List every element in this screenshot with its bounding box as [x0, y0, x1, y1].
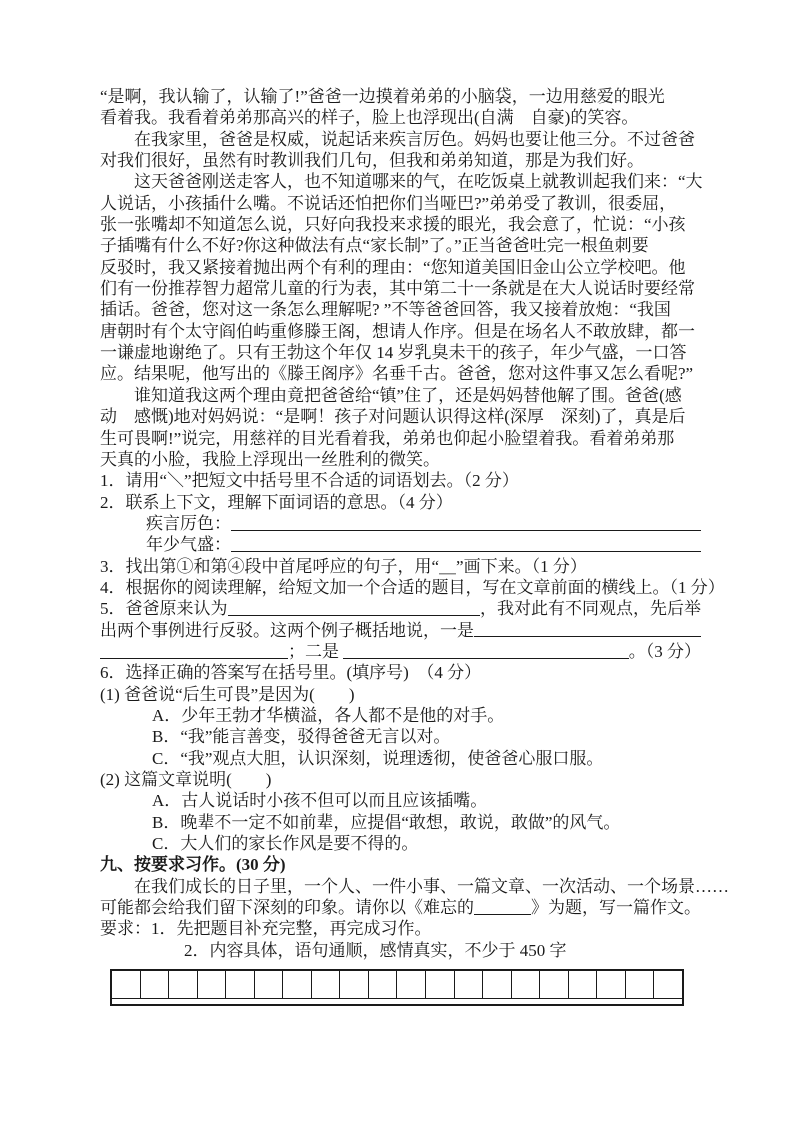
- essay-section-heading: [100, 854, 701, 875]
- text-segment: B．“我”能言善变，驳得爸爸无言以对。: [152, 727, 451, 747]
- text-segment: 5．爸爸原来认为: [100, 599, 228, 619]
- text-segment: ，我对此有不同观点，先后举: [480, 599, 701, 619]
- story-line: [100, 86, 701, 107]
- text-segment: 反驳时，我又紧接着抛出两个有利的理由：“您知道美国旧金山公立学校吧。他: [100, 257, 686, 277]
- grid-cell: [540, 971, 569, 998]
- text-segment: 可能都会给我们留下深刻的印象。请你以《难忘的: [100, 898, 474, 918]
- text-segment: 看着我。我看着弟弟那高兴的样子，脸上也浮现出(自满 自豪)的笑容。: [100, 108, 639, 128]
- grid-interline-strip: [110, 999, 684, 1006]
- question-5-line-2: [100, 620, 701, 641]
- grid-cell: [597, 971, 626, 998]
- grid-cell: [283, 971, 312, 998]
- text-segment: 应。结果呢，他写出的《滕王阁序》名垂千古。爸爸，您对这件事又怎么看呢?”: [100, 364, 694, 384]
- text-segment: 插话。爸爸，您对这一条怎么理解呢? ”不等爸爸回答，我又接着放炮：“我国: [100, 300, 671, 320]
- answer-blank-underline: [231, 534, 701, 552]
- grid-cell: [626, 971, 655, 998]
- choice-c-line: [100, 833, 701, 854]
- text-segment: 子插嘴有什么不好?你这种做法有点“家长制”了。”正当爸爸吐完一根鱼刺要: [100, 236, 649, 256]
- grid-cell: [226, 971, 255, 998]
- question-3: [100, 556, 701, 577]
- grid-cell: [369, 971, 398, 998]
- text-segment: 唐朝时有个太守阎伯屿重修滕王阁，想请人作序。但是在场名人不敢放肆，都一: [100, 321, 695, 341]
- essay-prompt-line: [100, 876, 729, 897]
- story-line: [100, 235, 701, 256]
- choice-a-line: [100, 790, 701, 811]
- text-segment: 。（3 分）: [628, 641, 701, 661]
- grid-cell: [312, 971, 341, 998]
- text-segment: 要求：1．先把题目补充完整，再完成习作。: [100, 919, 432, 939]
- text-segment: 天真的小脸，我脸上浮现出一丝胜利的微笑。: [100, 449, 440, 469]
- text-segment: 2．内容具体，语句通顺，感情真实，不少于 450 字: [184, 940, 567, 960]
- choice-b-line: [100, 812, 701, 833]
- text-segment: 4．根据你的阅读理解，给短文加一个合适的题目，写在文章前面的横线上。（1 分）: [100, 577, 725, 597]
- choice-b-line: [100, 726, 701, 747]
- question-1: [100, 470, 701, 491]
- question-2-blank-jiyanlise: [100, 513, 701, 534]
- story-line: [100, 385, 701, 406]
- question-4: [100, 577, 725, 598]
- grid-cell: [112, 971, 141, 998]
- answer-blank-underline: [474, 620, 701, 638]
- story-line: [100, 193, 701, 214]
- grid-cell: [483, 971, 512, 998]
- text-segment: A．少年王勃才华横溢，各人都不是他的对手。: [152, 705, 505, 725]
- answer-blank-underline: [343, 641, 629, 659]
- composition-writing-grid: [110, 969, 684, 1006]
- text-segment: 对我们很好，虽然有时教训我们几句，但我和弟弟知道，那是为我们好。: [100, 151, 644, 171]
- grid-cell: [255, 971, 284, 998]
- question-6-part-1: [100, 684, 701, 705]
- text-segment: “是啊，我认输了，认输了!”爸爸一边摸着弟弟的小脑袋，一边用慈爱的眼光: [100, 87, 665, 106]
- text-segment: 2．联系上下文，理解下面词语的意思。（4 分）: [100, 492, 453, 512]
- text-segment: (2) 这篇文章说明( ): [100, 770, 272, 789]
- text-segment: 生可畏啊!”说完，用慈祥的目光看着我，弟弟也仰起小脸望着我。看着弟弟那: [100, 428, 675, 448]
- grid-row: [110, 969, 684, 999]
- text-segment: B．晚辈不一定不如前辈，应提倡“敢想，敢说，敢做”的风气。: [152, 812, 621, 832]
- grid-cell: [569, 971, 598, 998]
- story-line: [100, 406, 701, 427]
- story-line: [100, 129, 701, 150]
- text-segment: 在我们成长的日子里，一个人、一件小事、一篇文章、一次活动、一个场景……: [134, 876, 729, 896]
- text-segment: 九、按要求习作。(30 分): [100, 855, 286, 875]
- text-segment: 这天爸爸刚送走客人，也不知道哪来的气，在吃饭桌上就教训起我们来：“大: [134, 172, 703, 192]
- answer-blank-underline: [100, 641, 288, 659]
- text-segment: (1) 爸爸说“后生可畏”是因为( ): [100, 684, 355, 704]
- question-2-blank-nianshaoqisheng: [100, 534, 701, 555]
- text-segment: 》为题，写一篇作文。: [531, 898, 701, 918]
- essay-prompt-line: [100, 897, 701, 918]
- grid-cell: [654, 971, 682, 998]
- text-segment: A．古人说话时小孩不但可以而且应该插嘴。: [152, 791, 488, 811]
- grid-cell: [512, 971, 541, 998]
- story-line: [100, 214, 701, 235]
- story-line: [100, 299, 701, 320]
- choice-c-line: [100, 748, 701, 769]
- grid-cell: [198, 971, 227, 998]
- text-segment: 谁知道我这两个理由竟把爸爸给“镇”住了，还是妈妈替他解了围。爸爸(感: [134, 385, 682, 405]
- answer-blank-underline: [228, 598, 481, 616]
- answer-blank-underline: [231, 513, 701, 531]
- question-6: [100, 662, 701, 683]
- text-segment: 3．找出第①和第④段中首尾呼应的句子，用“＿”画下来。（1 分）: [100, 556, 587, 576]
- story-line: [100, 257, 701, 278]
- story-line: [100, 278, 701, 299]
- grid-cell: [340, 971, 369, 998]
- story-line: [100, 107, 701, 128]
- text-segment: ；二是: [288, 641, 344, 661]
- story-line: [100, 150, 701, 171]
- text-segment: 动 感慨)地对妈妈说：“是啊！孩子对问题认识得这样(深厚 深刻)了，真是后: [100, 407, 686, 427]
- story-line: [100, 342, 701, 363]
- question-6-part-2: [100, 769, 701, 790]
- text-segment: 张一张嘴却不知道怎么说，只好向我投来求援的眼光，我会意了，忙说：“小孩: [100, 215, 686, 235]
- grid-cell: [141, 971, 170, 998]
- text-segment: 出两个事例进行反驳。这两个例子概括地说，一是: [100, 620, 474, 640]
- document-body: [100, 86, 729, 961]
- text-segment: C．大人们的家长作风是要不得的。: [152, 834, 419, 854]
- answer-blank-underline: [474, 897, 531, 915]
- grid-cell: [426, 971, 455, 998]
- text-segment: 人说话，小孩插什么嘴。不说话还怕把你们当哑巴?”弟弟受了教训，很委屈，: [100, 193, 677, 213]
- text-segment: 一谦虚地谢绝了。只有王勃这个年仅 14 岁乳臭未干的孩子，年少气盛，一口答: [100, 343, 687, 363]
- text-segment: 年少气盛：: [146, 535, 231, 555]
- text-segment: 1．请用“＼”把短文中括号里不合适的词语划去。（2 分）: [100, 471, 519, 491]
- text-segment: 们有一份推荐智力超常儿童的行为表，其中第二十一条就是在大人说话时要经常: [100, 279, 695, 299]
- story-line: [100, 449, 701, 470]
- question-5-line-1: [100, 598, 701, 619]
- text-segment: 在我家里，爸爸是权威，说起话来疾言厉色。妈妈也要让他三分。不过爸爸: [134, 129, 695, 149]
- grid-cell: [455, 971, 484, 998]
- story-line: [100, 321, 701, 342]
- choice-a-line: [100, 705, 701, 726]
- essay-requirement-1: [100, 918, 701, 939]
- grid-cell: [397, 971, 426, 998]
- story-line: [100, 363, 701, 384]
- story-line: [100, 171, 701, 192]
- grid-cell: [169, 971, 198, 998]
- essay-requirement-2: [100, 940, 701, 961]
- question-5-line-3: [100, 641, 701, 662]
- text-segment: 6．选择正确的答案写在括号里。(填序号) （4 分）: [100, 663, 482, 683]
- question-2: [100, 492, 701, 513]
- text-segment: C．“我”观点大胆，认识深刻，说理透彻，使爸爸心服口服。: [152, 748, 604, 768]
- story-line: [100, 428, 701, 449]
- text-segment: 疾言厉色：: [146, 513, 231, 533]
